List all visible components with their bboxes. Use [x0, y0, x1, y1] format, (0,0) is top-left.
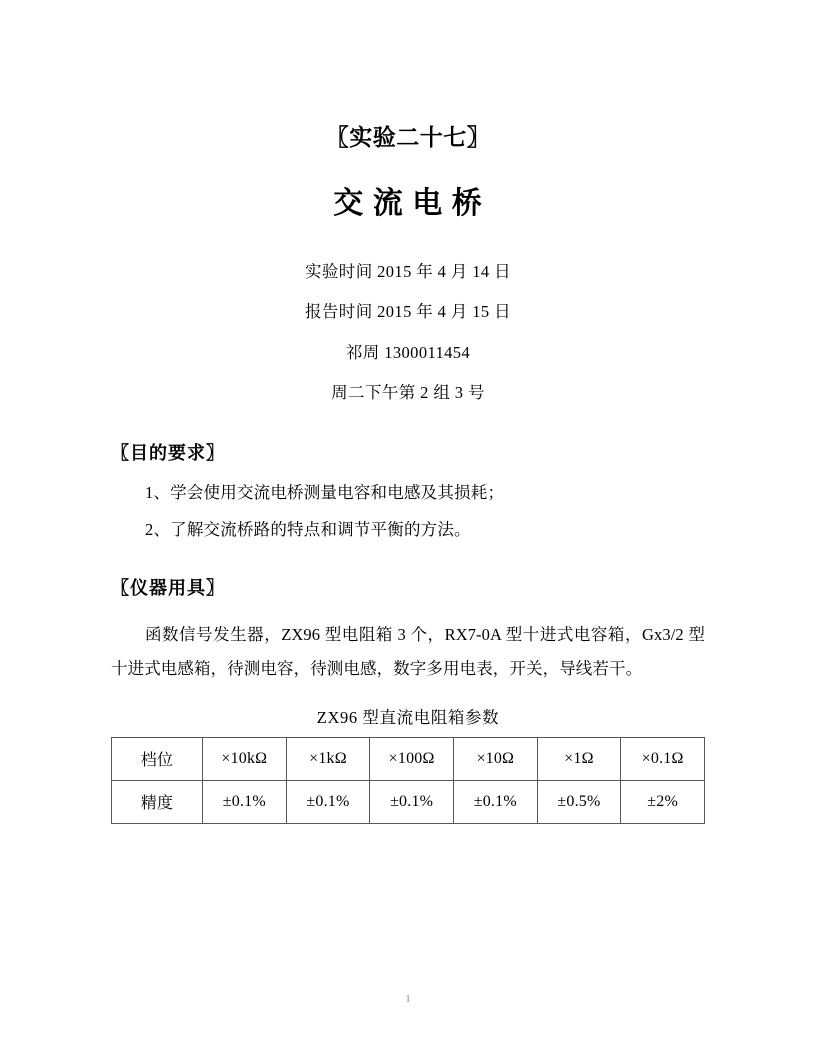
- table-cell-range-6: ×0.1Ω: [621, 737, 705, 780]
- section-heading-apparatus: 〖仪器用具〗: [111, 577, 225, 598]
- resistance-box-parameter-table: [111, 737, 705, 824]
- table-cell-range-5: ×1Ω: [537, 737, 621, 780]
- experiment-label: 〖实验二十七〗: [325, 125, 491, 150]
- header-meta-block: [111, 252, 705, 414]
- table-cell-accuracy-2: ±0.1%: [286, 780, 370, 823]
- row-header-range: 档位: [112, 737, 203, 780]
- table-row-accuracy: [112, 780, 705, 823]
- table-cell-accuracy-1: ±0.1%: [203, 780, 287, 823]
- table-cell-range-2: ×1kΩ: [286, 737, 370, 780]
- table-cell-accuracy-5: ±0.5%: [537, 780, 621, 823]
- meta-line-experiment-date: 实验时间 2015 年 4 月 14 日: [305, 261, 511, 281]
- page-title: 交 流 电 桥: [333, 186, 483, 220]
- section-heading-objectives: 〖目的要求〗: [111, 442, 225, 463]
- table-row-range: [112, 737, 705, 780]
- section-apparatus: [111, 549, 705, 686]
- meta-line-group: 周二下午第 2 组 3 号: [331, 383, 485, 403]
- section-objectives: [111, 414, 705, 549]
- page-content: [111, 0, 705, 824]
- table-cell-range-3: ×100Ω: [370, 737, 454, 780]
- objective-item-2: 2、了解交流桥路的特点和调节平衡的方法。: [145, 519, 471, 539]
- table-caption: ZX96 型直流电阻箱参数: [316, 707, 500, 727]
- table-cell-range-1: ×10kΩ: [203, 737, 287, 780]
- section-resistance-box-table: [111, 686, 705, 824]
- meta-line-author: 祁周 1300011454: [345, 342, 471, 362]
- table-cell-accuracy-3: ±0.1%: [370, 780, 454, 823]
- objective-item-1: 1、学会使用交流电桥测量电容和电感及其损耗；: [145, 482, 505, 502]
- apparatus-paragraph: 函数信号发生器，ZX96 型电阻箱 3 个，RX7-0A 型十进式电容箱，Gx3/2 型十进式电感箱，待测电容，待测电感，数字多用电表，开关，导线若干。: [111, 625, 705, 679]
- page-number: 1: [405, 993, 411, 1005]
- row-header-accuracy: 精度: [112, 780, 203, 823]
- table-cell-accuracy-6: ±2%: [621, 780, 705, 823]
- table-cell-accuracy-4: ±0.1%: [453, 780, 537, 823]
- meta-line-report-date: 报告时间 2015 年 4 月 15 日: [305, 302, 511, 322]
- table-cell-range-4: ×10Ω: [453, 737, 537, 780]
